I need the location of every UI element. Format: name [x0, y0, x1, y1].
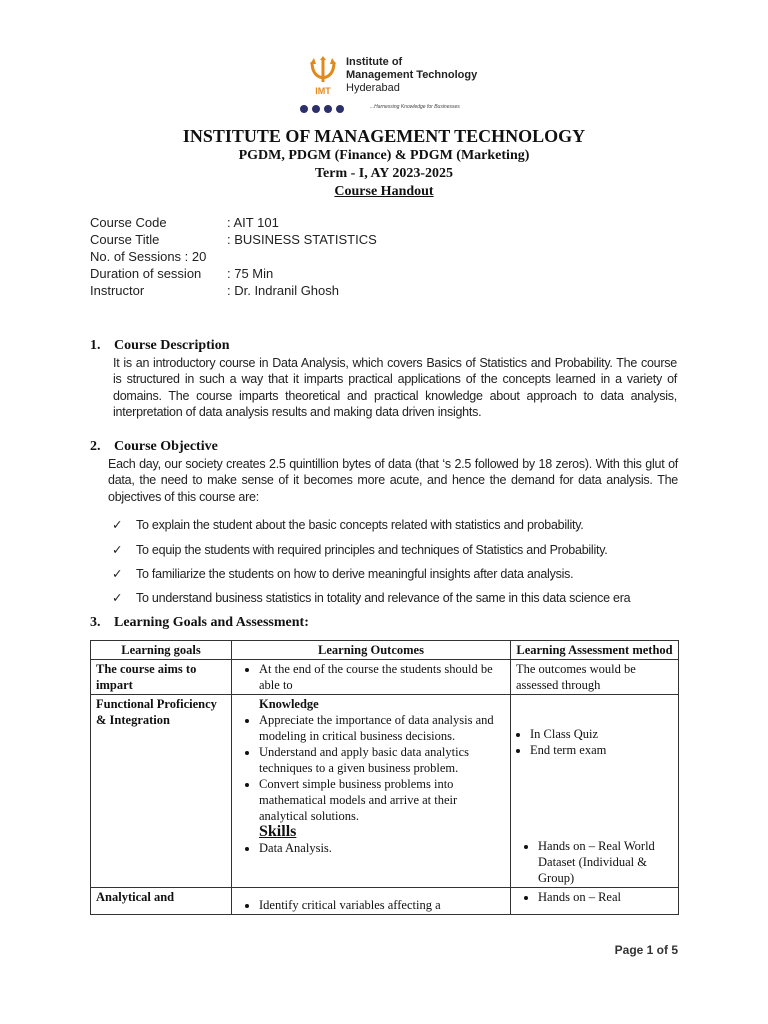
info-value: : AIT 101: [227, 215, 279, 230]
list-item: • Understand and apply basic data analytics techniques to a given business problem.: [259, 744, 505, 776]
table-header-cell: Learning Assessment method: [511, 641, 679, 660]
list-item: • Hands on – Real World Dataset (Individual & Group): [538, 838, 673, 886]
term-title: Term - I, AY 2023-2025: [314, 166, 454, 181]
checkmark-icon: ✓: [112, 543, 123, 557]
info-label: Course Code: [90, 215, 167, 230]
info-value: : 75 Min: [227, 266, 274, 281]
trident-icon: [306, 56, 340, 96]
list-item: • In Class Quiz: [530, 726, 673, 742]
table-header-row: [91, 641, 679, 660]
table-cell: [511, 695, 679, 888]
section-heading-course-objective: 2. Course Objective: [90, 439, 218, 454]
table-header-cell: Learning Outcomes: [232, 641, 511, 660]
table-cell: The course aims to impart: [91, 660, 232, 695]
table-cell: [232, 695, 511, 888]
learning-goals-table: [90, 640, 679, 915]
table-cell: [232, 660, 511, 695]
list-item: • End term exam: [530, 742, 673, 758]
list-item: • Appreciate the importance of data analysis and modeling in critical business decisions.: [259, 712, 505, 744]
checkmark-icon: ✓: [112, 591, 123, 605]
page-number: Page 1 of 5: [614, 943, 678, 957]
table-cell: [232, 888, 511, 915]
checkmark-icon: ✓: [112, 567, 123, 581]
table-header-cell: Learning goals: [91, 641, 232, 660]
checkmark-icon: ✓: [112, 518, 123, 532]
knowledge-heading: Knowledge: [259, 697, 319, 711]
document-title: Course Handout: [334, 184, 434, 199]
logo-dots: [300, 100, 348, 118]
logo-line-3: Hyderabad: [346, 82, 400, 94]
skills-heading: Skills: [259, 823, 297, 840]
institute-title: INSTITUTE OF MANAGEMENT TECHNOLOGY: [182, 126, 586, 146]
list-item: • Data Analysis.: [259, 840, 505, 856]
info-label: No. of Sessions : 20: [90, 249, 207, 264]
section-heading-course-description: 1. Course Description: [90, 338, 230, 353]
table-row: [91, 660, 679, 695]
table-row: [91, 695, 679, 888]
logo-line-2: Management Technology: [346, 69, 478, 81]
course-objective-text: Each day, our society creates 2.5 quintillion bytes of data (that ‘s 2.5 followed by 18 zeros). With this glut of data, the need to make sense of it becomes more acute, and hence the demand for data analysis. The objectives of this course are:: [108, 457, 678, 504]
list-item: • Convert simple business problems into mathematical models and arrive at their analytical solutions.: [259, 776, 505, 824]
institute-logo: [298, 52, 498, 118]
table-cell: [511, 888, 679, 915]
objective-item: ✓ To familiarize the students on how to derive meaningful insights after data analysis.: [112, 567, 574, 581]
table-cell: Functional Proficiency & Integration: [91, 695, 232, 888]
table-cell: The outcomes would be assessed through: [511, 660, 679, 695]
list-item: • Identify critical variables affecting a: [259, 897, 505, 913]
info-value: : BUSINESS STATISTICS: [227, 232, 377, 247]
section-heading-learning-goals: 3. Learning Goals and Assessment:: [90, 615, 309, 630]
logo-tagline: ...Harnessing Knowledge for Businesses: [370, 104, 460, 110]
course-description-text: It is an introductory course in Data Analysis, which covers Basics of Statistics and Probability. The course is structured in such a way that it imparts practical applications of the concepts learned in a variety of domains. The course imparts theoretical and practical knowledge about approach to data analysis, interpretation of data analysis results and making data driven insights.: [113, 356, 677, 419]
list-item: • Hands on – Real: [538, 889, 673, 905]
table-cell: Analytical and: [91, 888, 232, 915]
logo-line-1: Institute of: [346, 56, 403, 68]
svg-text:IMT: IMT: [315, 86, 331, 96]
info-label: Course Title: [90, 232, 160, 247]
list-item: • At the end of the course the students should be able to: [259, 661, 505, 693]
objective-item: ✓ To equip the students with required principles and techniques of Statistics and Probability.: [112, 543, 608, 557]
info-label: Instructor: [90, 283, 145, 298]
info-value: : Dr. Indranil Ghosh: [227, 283, 339, 298]
objective-item: ✓ To understand business statistics in totality and relevance of the same in this data science era: [112, 591, 631, 605]
programs-title: PGDM, PDGM (Finance) & PDGM (Marketing): [238, 148, 530, 163]
table-row: [91, 888, 679, 915]
info-label: Duration of session: [90, 266, 202, 281]
objective-item: ✓ To explain the student about the basic concepts related with statistics and probability.: [112, 518, 584, 532]
